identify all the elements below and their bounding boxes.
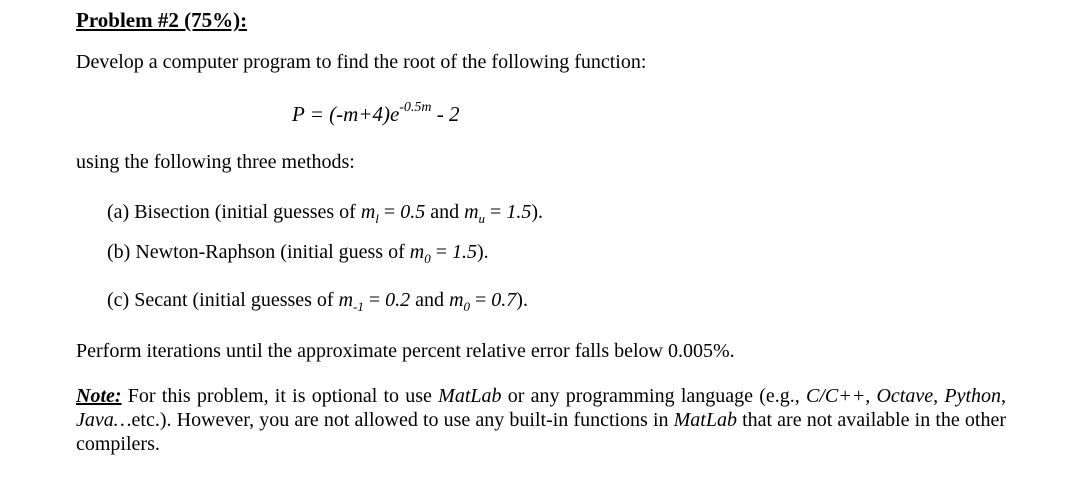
- note-paragraph: [76, 384, 1006, 456]
- note-languages: C/C++, Octave, Python, Java…: [76, 385, 1007, 431]
- problem-title: Problem #2 (75%):: [76, 8, 248, 32]
- method-bisection: [107, 200, 543, 231]
- method-bisection-val1: 0.5: [400, 201, 426, 223]
- equation-exponent: -0.5m: [399, 100, 432, 115]
- method-secant-suffix: ).: [516, 289, 528, 311]
- method-newton-eq1: =: [430, 241, 452, 263]
- method-secant-var1: m: [338, 289, 354, 311]
- equation-base: (-m+4)e: [329, 102, 400, 126]
- method-bisection-suffix: ).: [531, 201, 543, 223]
- note-part4: that are not available in the other compilers.: [76, 409, 1006, 455]
- methods-intro-text: using the following three methods:: [76, 151, 355, 173]
- method-bisection-sub2: u: [478, 211, 486, 226]
- method-bisection-val2: 1.5: [506, 201, 532, 223]
- function-equation: [292, 98, 460, 126]
- method-secant-var2: m: [449, 289, 464, 311]
- method-newton-raphson: [107, 240, 489, 271]
- method-bisection-eq1: =: [378, 201, 401, 223]
- note-part2: or any programming language (e.g.,: [501, 385, 807, 407]
- method-bisection-prefix: (a) Bisection (initial guesses of: [107, 201, 361, 223]
- equation-lhs: P: [292, 102, 305, 126]
- method-newton-prefix: (b) Newton-Raphson (initial guess of: [107, 241, 410, 263]
- method-bisection-join: and: [425, 201, 465, 223]
- method-secant-val1: 0.2: [385, 289, 411, 311]
- method-bisection-var2: m: [464, 201, 479, 223]
- method-secant-sub1: -1: [353, 299, 364, 314]
- note-matlab-1: MatLab: [438, 385, 502, 407]
- note-part3: etc.). However, you are not allowed to use any built-in functions in: [131, 409, 674, 431]
- method-newton-sub1: 0: [424, 251, 431, 266]
- method-secant-eq1: =: [363, 289, 386, 311]
- method-secant-val2: 0.7: [491, 289, 517, 311]
- equation-tail: - 2: [431, 102, 460, 126]
- method-newton-val1: 1.5: [451, 241, 477, 263]
- method-secant-sub2: 0: [463, 299, 471, 314]
- iteration-criterion-text: Perform iterations until the approximate percent relative error falls below 0.005%.: [76, 340, 735, 362]
- method-secant-join: and: [410, 289, 450, 311]
- method-secant-eq2: =: [470, 289, 492, 311]
- method-bisection-var1: m: [360, 201, 376, 223]
- method-newton-suffix: ).: [476, 241, 489, 263]
- note-label: Note:: [76, 385, 122, 407]
- method-bisection-sub1: l: [375, 211, 379, 226]
- note-matlab-2: MatLab: [673, 409, 737, 431]
- equation-equals: =: [304, 102, 330, 126]
- method-bisection-eq2: =: [485, 201, 507, 223]
- method-newton-var1: m: [409, 241, 425, 263]
- note-part1: For this problem, it is optional to use: [121, 385, 439, 407]
- intro-text: Develop a computer program to find the root of the following function:: [76, 51, 647, 73]
- method-secant-prefix: (c) Secant (initial guesses of: [107, 289, 339, 311]
- method-secant: [107, 288, 528, 319]
